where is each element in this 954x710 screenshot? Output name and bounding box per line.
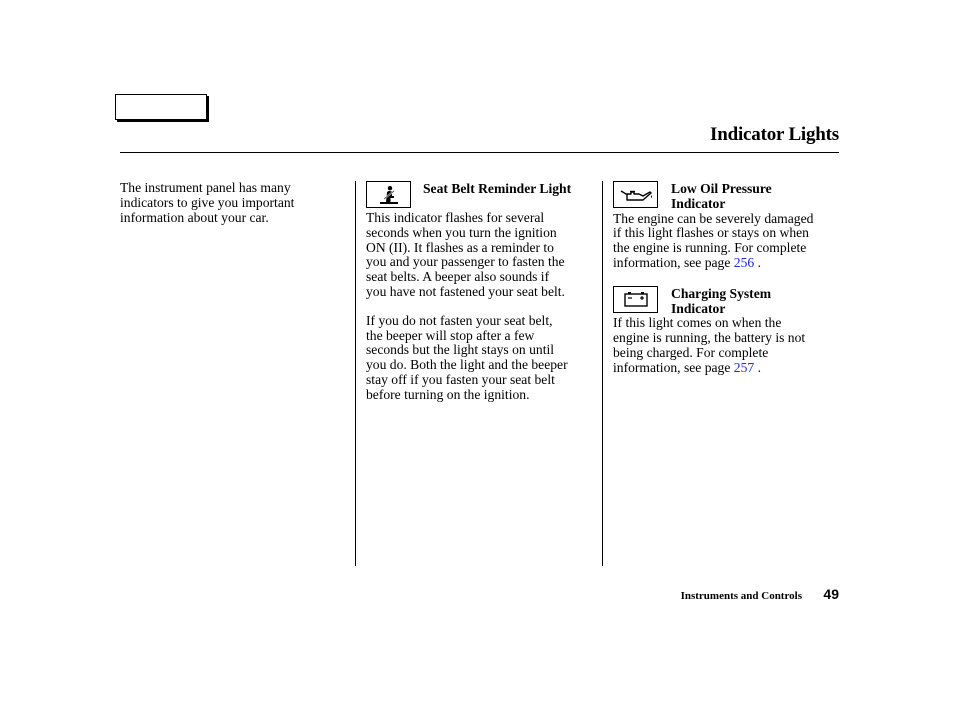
column-divider xyxy=(355,181,356,566)
intro-line: The instrument panel has many xyxy=(120,180,291,195)
seat-belt-header xyxy=(366,181,598,208)
seat-belt-text: you and your passenger to fasten the xyxy=(366,254,565,270)
page-reference-prefix: information, see page xyxy=(613,359,734,375)
indicator-column xyxy=(613,181,845,376)
page-reference-suffix: . xyxy=(754,254,761,270)
seat-belt-text: stay off if you fasten your seat belt xyxy=(366,371,555,387)
navigation-box[interactable] xyxy=(115,94,207,120)
column-divider xyxy=(602,181,603,566)
charging-text xyxy=(613,361,845,376)
low-oil-title xyxy=(671,181,772,212)
title-rule xyxy=(120,152,839,153)
charging-title-line: Indicator xyxy=(671,300,726,316)
charging-header xyxy=(613,286,845,317)
page-link-256[interactable]: 256 xyxy=(733,254,755,270)
seat-belt-title: Seat Belt Reminder Light xyxy=(423,181,572,196)
low-oil-text xyxy=(613,256,845,271)
seat-belt-text: ON (II). It flashes as a reminder to xyxy=(366,239,554,255)
low-oil-text: if this light flashes or stays on when xyxy=(613,225,809,241)
oil-can-icon xyxy=(613,181,658,208)
intro-line: information about your car. xyxy=(120,209,269,225)
battery-icon xyxy=(613,286,658,313)
footer-section-title: Instruments and Controls xyxy=(680,590,802,602)
seat-belt-text: you have not fastened your seat belt. xyxy=(366,283,565,299)
seat-belt-text: seat belts. A beeper also sounds if xyxy=(366,269,550,285)
seat-belt-section xyxy=(366,181,598,403)
page-reference-prefix: information, see page xyxy=(613,254,734,270)
seat-belt-text: you do. Both the light and the beeper xyxy=(366,357,568,373)
low-oil-title-line: Indicator xyxy=(671,195,726,211)
seat-belt-icon xyxy=(366,181,411,208)
charging-title xyxy=(671,286,771,317)
low-oil-text: the engine is running. For complete xyxy=(613,240,807,256)
charging-text: If this light comes on when the xyxy=(613,315,782,331)
charging-title-line: Charging System xyxy=(671,285,772,301)
seat-belt-text: seconds but the light stays on until xyxy=(366,342,555,358)
charging-text: engine is running, the battery is not xyxy=(613,330,806,346)
charging-text: being charged. For complete xyxy=(613,344,769,360)
page-link-257[interactable]: 257 xyxy=(733,359,755,375)
page-number: 49 xyxy=(823,586,839,602)
low-oil-header xyxy=(613,181,845,212)
seat-belt-text: before turning on the ignition. xyxy=(366,386,530,402)
page-title: Indicator Lights xyxy=(710,124,839,145)
intro-line: indicators to give you important xyxy=(120,194,295,210)
seat-belt-text: seconds when you turn the ignition xyxy=(366,224,557,240)
low-oil-text: The engine can be severely damaged xyxy=(613,210,814,226)
seat-belt-text: the beeper will stop after a few xyxy=(366,327,535,343)
page-reference-suffix: . xyxy=(754,359,761,375)
seat-belt-text: This indicator flashes for several xyxy=(366,210,545,225)
intro-column xyxy=(120,181,325,225)
seat-belt-text: If you do not fasten your seat belt, xyxy=(366,312,553,328)
low-oil-title-line: Low Oil Pressure xyxy=(671,181,772,196)
